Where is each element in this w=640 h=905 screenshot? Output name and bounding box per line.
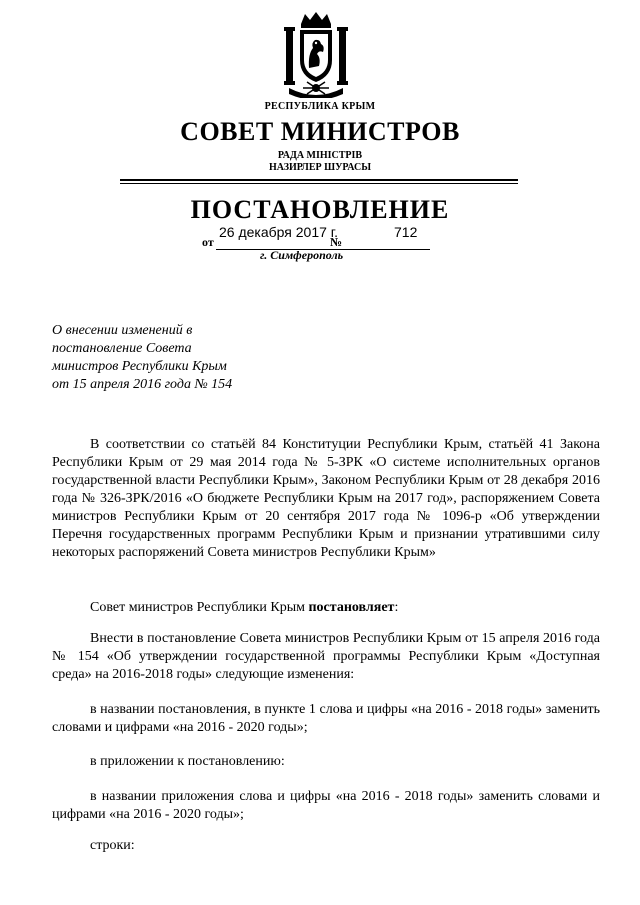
resolves-paragraph [52, 599, 600, 617]
republic-name: РЕСПУБЛИКА КРЫМ [264, 101, 376, 112]
header-rule-thick [120, 179, 518, 181]
decree-heading: ПОСТАНОВЛЕНИЕ [190, 195, 450, 224]
decree-date: 26 декабря 2017 г. [219, 224, 339, 240]
header-rule-thin [120, 183, 518, 184]
council-name-crh: НАЗИРЛЕР ШУРАСЫ [268, 162, 372, 173]
city: г. Симферополь [260, 248, 344, 262]
resolves-lead: Совет министров Республики Крым [90, 600, 309, 615]
title-line: О внесении изменений в [52, 323, 193, 338]
decree-number: 712 [394, 224, 418, 240]
title-line: министров Республики Крым [52, 359, 227, 374]
amend-paragraph: Внести в постановление Совета министров Республики Крым от 15 апреля 2016 года № 154 «Об утверждении государственной программы Республики Крым «Доступная среда» на 2016-2018 годы» следующие изменения: [52, 631, 600, 682]
amend-item-appendix-title: в названии приложения слова и цифры «на 2016 - 2018 годы» заменить словами и цифрами «на 2016 - 2020 годы»; [52, 789, 600, 822]
title-line: постановление Совета [52, 341, 192, 356]
council-name: СОВЕТ МИНИСТРОВ [180, 117, 460, 146]
decree-title [52, 322, 282, 394]
amend-item-title: в названии постановления, в пункте 1 слова и цифры «на 2016 - 2018 годы» заменить словами и цифрами «на 2016 - 2020 годы»; [52, 702, 600, 735]
resolves-tail: : [394, 600, 399, 615]
council-name-ua: РАДА МІНІСТРІВ [277, 150, 363, 161]
number-label: № [330, 235, 343, 249]
resolves-keyword: постановляет [308, 600, 395, 615]
date-prefix: от [202, 235, 214, 249]
decree-date-number [202, 224, 432, 250]
preamble-paragraph: В соответствии со статьёй 84 Конституции Республики Крым, статьёй 41 Закона Республики Крым от 29 мая 2014 года № 5-ЗРК «О системе исполнительных органов государственной власти Республики Крым», Законом Республики Крым от 28 декабря 2016 года № 326-ЗРК/2016 «О бюджете Республики Крым на 2017 год», распоряжением Совета министров Республики Крым от 20 сентября 2017 года № 1096-р «Об утверждении Перечня государственных программ Республики Крым и признании утратившими силу некоторых распоряжений Совета министров Республики Крым» [52, 437, 600, 560]
coat-of-arms-icon [283, 10, 349, 98]
amend-item-rows: строки: [90, 838, 135, 853]
amend-item-appendix: в приложении к постановлению: [90, 754, 285, 769]
title-line: от 15 апреля 2016 года № 154 [52, 377, 233, 392]
